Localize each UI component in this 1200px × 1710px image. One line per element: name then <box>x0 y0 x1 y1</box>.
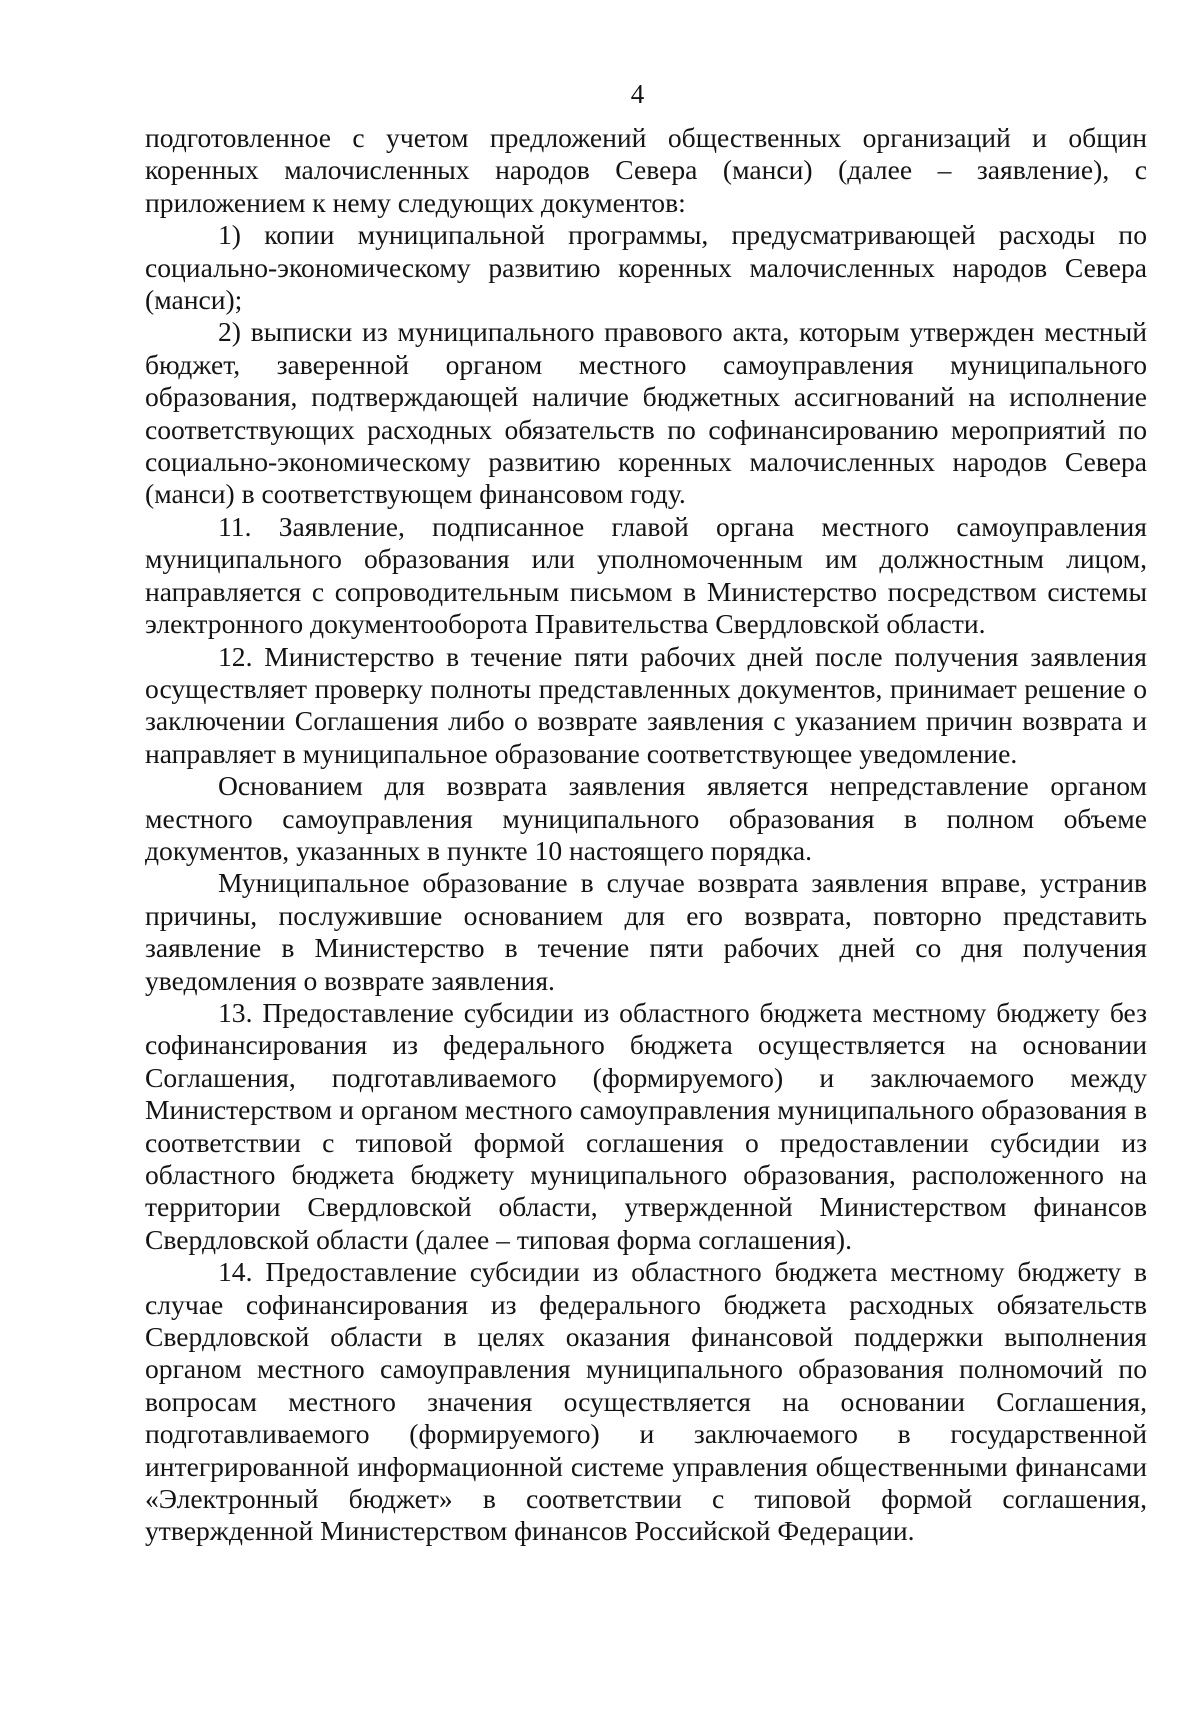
paragraph-return-grounds: Основанием для возврата заявления является непредставление органом местного самоуправления муниципального образования в полном объеме документов, указанных в пункте 10 настоящего порядка. <box>145 770 1147 866</box>
paragraph-clause-11: 11. Заявление, подписанное главой органа местного самоуправления муниципального образования или уполномоченным им должностным лицом, направляется с сопроводительным письмом в Министерство посредством системы электронного документооборота Правительства Свердловской области. <box>145 510 1147 640</box>
paragraph-clause-12: 12. Министерство в течение пяти рабочих дней после получения заявления осуществляет проверку полноты представленных документов, принимает решение о заключении Соглашения либо о возврате заявления с указанием причин возврата и направляет в муниципальное образование соответствующее уведомление. <box>145 640 1147 769</box>
paragraph-continuation: подготовленное с учетом предложений общественных организаций и общин коренных малочисленных народов Севера (манси) (далее – заявление), с приложением к нему следующих документов: <box>145 122 1147 218</box>
paragraph-clause-14: 14. Предоставление субсидии из областного бюджета местному бюджету в случае софинансирования из федерального бюджета расходных обязательств Свердловской области в целях оказания финансовой поддержки выполнения органом местного самоуправления муниципального образования полномочий по вопросам местного значения осуществляется на основании Соглашения, подготавливаемого (формируемого) и заключаемого в государственной интегрированной информационной системе управления общественными финансами «Электронный бюджет» в соответствии с типовой формой соглашения, утвержденной Министерством финансов Российской Федерации. <box>145 1256 1147 1547</box>
paragraph-clause-13: 13. Предоставление субсидии из областного бюджета местному бюджету без софинансирования из федерального бюджета осуществляется на основании Соглашения, подготавливаемого (формируемого) и заключаемого между Министерством и органом местного самоуправления муниципального образования в соответствии с типовой формой соглашения о предоставлении субсидии из областного бюджета бюджету муниципального образования, расположенного на территории Свердловской области, утвержденной Министерством финансов Свердловской области (далее – типовая форма соглашения). <box>145 996 1147 1255</box>
paragraph-item-1: 1) копии муниципальной программы, предусматривающей расходы по социально-экономическому развитию коренных малочисленных народов Севера (манси); <box>145 219 1147 316</box>
paragraph-item-2: 2) выписки из муниципального правового акта, которым утвержден местный бюджет, заверенной органом местного самоуправления муниципального образования, подтверждающей наличие бюджетных ассигнований на исполнение соответствующих расходных обязательств по софинансированию мероприятий по социально-экономическому развитию коренных малочисленных народов Севера (манси) в соответствующем финансовом году. <box>145 316 1147 510</box>
paragraph-resubmission: Муниципальное образование в случае возврата заявления вправе, устранив причины, послужившие основанием для его возврата, повторно представить заявление в Министерство в течение пяти рабочих дней со дня получения уведомления о возврате заявления. <box>145 867 1147 996</box>
page-number: 4 <box>630 79 645 109</box>
document-body <box>145 122 1147 1548</box>
